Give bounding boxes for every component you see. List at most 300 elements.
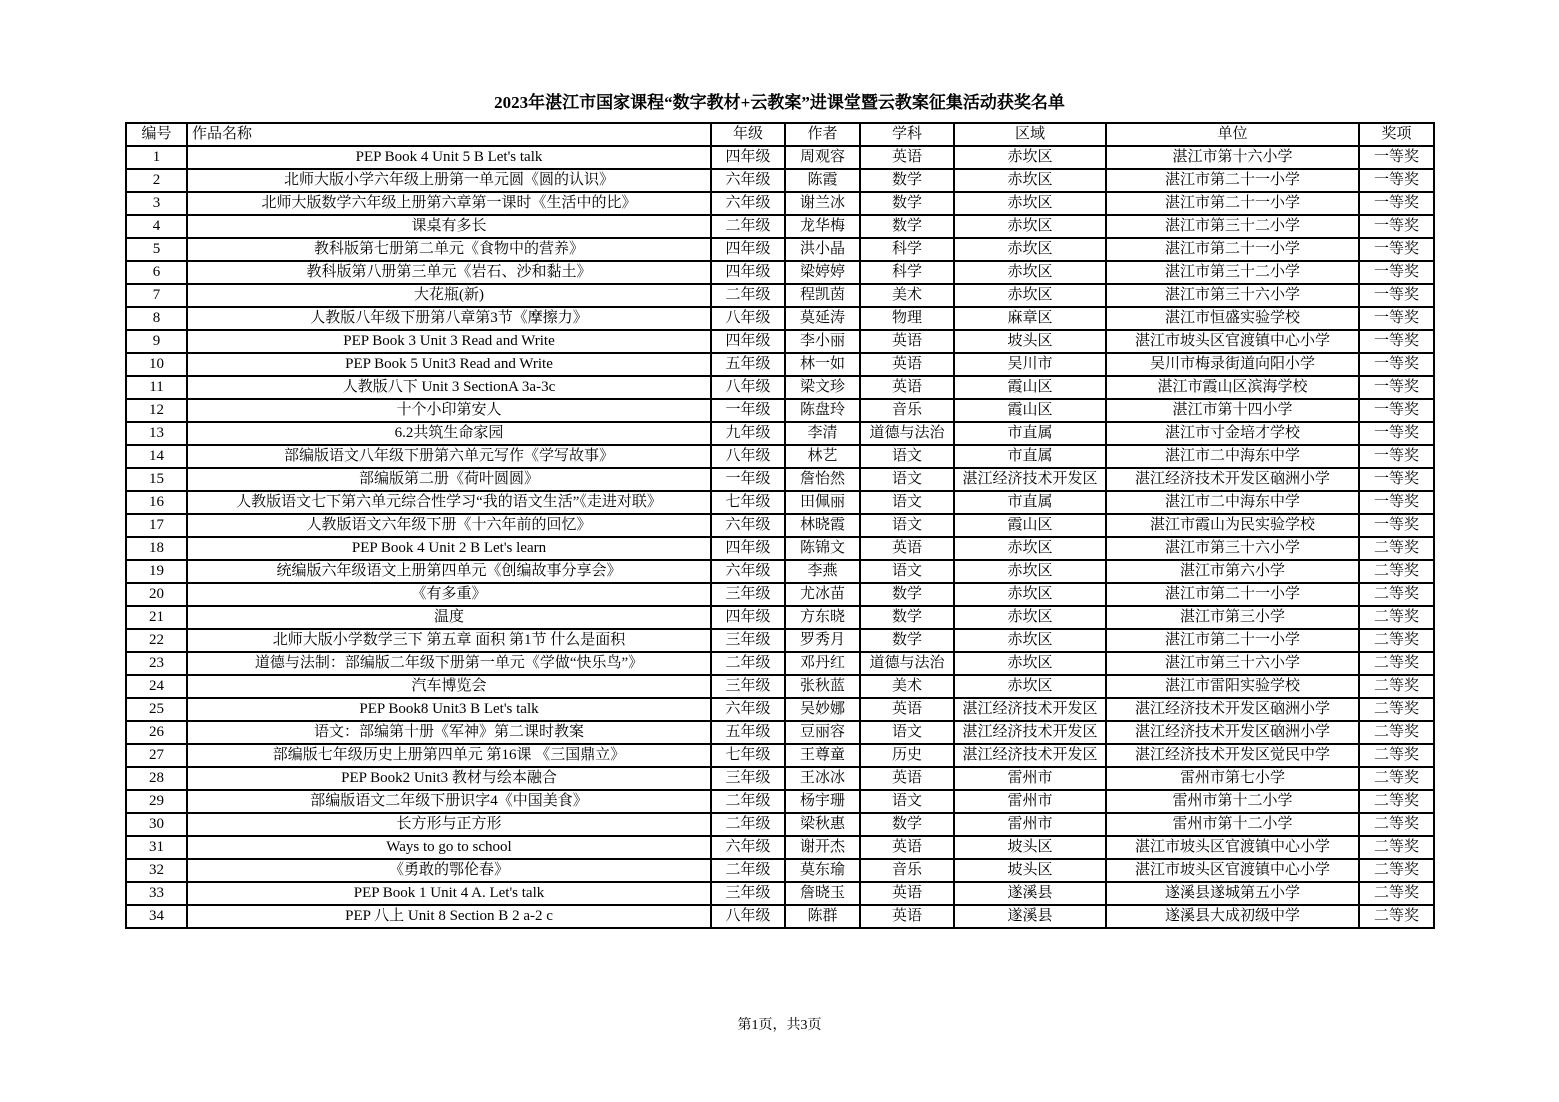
cell-work-name: 温度 <box>187 606 711 629</box>
cell-award: 二等奖 <box>1359 606 1434 629</box>
cell-grade: 四年级 <box>711 537 785 560</box>
cell-grade: 三年级 <box>711 583 785 606</box>
cell-author: 梁秋惠 <box>785 813 860 836</box>
cell-grade: 二年级 <box>711 790 785 813</box>
cell-award: 一等奖 <box>1359 422 1434 445</box>
cell-author: 洪小晶 <box>785 238 860 261</box>
cell-unit: 湛江市坡头区官渡镇中心小学 <box>1106 330 1359 353</box>
cell-id: 19 <box>126 560 187 583</box>
table-row <box>126 767 1434 790</box>
cell-grade: 二年级 <box>711 215 785 238</box>
cell-id: 29 <box>126 790 187 813</box>
cell-id: 30 <box>126 813 187 836</box>
table-row <box>126 215 1434 238</box>
header-author: 作者 <box>785 123 860 146</box>
header-work-name: 作品名称 <box>187 123 711 146</box>
cell-id: 33 <box>126 882 187 905</box>
cell-grade: 四年级 <box>711 146 785 169</box>
cell-subject: 科学 <box>860 261 954 284</box>
cell-grade: 三年级 <box>711 675 785 698</box>
cell-author: 林晓霞 <box>785 514 860 537</box>
table-row <box>126 790 1434 813</box>
cell-region: 坡头区 <box>954 836 1106 859</box>
page-footer: 第1页，共3页 <box>737 1018 822 1033</box>
cell-grade: 四年级 <box>711 606 785 629</box>
cell-id: 20 <box>126 583 187 606</box>
cell-unit: 湛江市第三小学 <box>1106 606 1359 629</box>
cell-grade: 三年级 <box>711 629 785 652</box>
cell-grade: 八年级 <box>711 376 785 399</box>
cell-subject: 英语 <box>860 698 954 721</box>
cell-subject: 数学 <box>860 192 954 215</box>
cell-region: 赤坎区 <box>954 169 1106 192</box>
cell-author: 谢开杰 <box>785 836 860 859</box>
table-row <box>126 836 1434 859</box>
cell-award: 二等奖 <box>1359 698 1434 721</box>
cell-author: 林一如 <box>785 353 860 376</box>
cell-work-name: 人教版语文七下第六单元综合性学习“我的语文生活”《走进对联》 <box>187 491 711 514</box>
cell-author: 陈霞 <box>785 169 860 192</box>
cell-subject: 英语 <box>860 376 954 399</box>
cell-author: 梁文珍 <box>785 376 860 399</box>
table-row <box>126 629 1434 652</box>
cell-author: 陈盘玲 <box>785 399 860 422</box>
cell-subject: 音乐 <box>860 859 954 882</box>
cell-subject: 英语 <box>860 836 954 859</box>
cell-subject: 道德与法治 <box>860 652 954 675</box>
cell-subject: 数学 <box>860 583 954 606</box>
cell-region: 市直属 <box>954 445 1106 468</box>
cell-region: 湛江经济技术开发区 <box>954 721 1106 744</box>
cell-author: 邓丹红 <box>785 652 860 675</box>
cell-id: 12 <box>126 399 187 422</box>
cell-author: 詹晓玉 <box>785 882 860 905</box>
cell-award: 二等奖 <box>1359 675 1434 698</box>
cell-unit: 湛江市坡头区官渡镇中心小学 <box>1106 836 1359 859</box>
cell-id: 18 <box>126 537 187 560</box>
cell-unit: 湛江市第三十二小学 <box>1106 261 1359 284</box>
cell-subject: 英语 <box>860 882 954 905</box>
cell-region: 赤坎区 <box>954 560 1106 583</box>
cell-work-name: 汽车博览会 <box>187 675 711 698</box>
cell-work-name: Ways to go to school <box>187 836 711 859</box>
table-row <box>126 675 1434 698</box>
cell-subject: 物理 <box>860 307 954 330</box>
cell-grade: 六年级 <box>711 560 785 583</box>
cell-award: 一等奖 <box>1359 491 1434 514</box>
cell-grade: 六年级 <box>711 192 785 215</box>
cell-id: 9 <box>126 330 187 353</box>
cell-unit: 湛江市霞山为民实验学校 <box>1106 514 1359 537</box>
cell-award: 一等奖 <box>1359 192 1434 215</box>
cell-grade: 四年级 <box>711 238 785 261</box>
cell-work-name: 人教版八年级下册第八章第3节《摩擦力》 <box>187 307 711 330</box>
table-row <box>126 698 1434 721</box>
cell-work-name: 部编版语文八年级下册第六单元写作《学写故事》 <box>187 445 711 468</box>
header-region: 区域 <box>954 123 1106 146</box>
cell-id: 1 <box>126 146 187 169</box>
cell-region: 赤坎区 <box>954 192 1106 215</box>
cell-grade: 二年级 <box>711 284 785 307</box>
cell-work-name: 语文：部编第十册《军神》第二课时教案 <box>187 721 711 744</box>
header-grade: 年级 <box>711 123 785 146</box>
table-row <box>126 261 1434 284</box>
cell-region: 赤坎区 <box>954 215 1106 238</box>
cell-award: 二等奖 <box>1359 859 1434 882</box>
cell-award: 二等奖 <box>1359 583 1434 606</box>
cell-id: 7 <box>126 284 187 307</box>
cell-id: 28 <box>126 767 187 790</box>
cell-unit: 湛江市第二十一小学 <box>1106 583 1359 606</box>
table-row <box>126 192 1434 215</box>
table-row <box>126 445 1434 468</box>
cell-unit: 湛江市寸金培才学校 <box>1106 422 1359 445</box>
table-row <box>126 468 1434 491</box>
cell-work-name: 北师大版小学六年级上册第一单元圆《圆的认识》 <box>187 169 711 192</box>
cell-award: 二等奖 <box>1359 721 1434 744</box>
table-row <box>126 491 1434 514</box>
cell-award: 二等奖 <box>1359 836 1434 859</box>
table-row <box>126 238 1434 261</box>
cell-region: 赤坎区 <box>954 238 1106 261</box>
cell-subject: 美术 <box>860 284 954 307</box>
table-row <box>126 813 1434 836</box>
cell-award: 一等奖 <box>1359 146 1434 169</box>
cell-subject: 历史 <box>860 744 954 767</box>
cell-subject: 英语 <box>860 146 954 169</box>
cell-region: 赤坎区 <box>954 284 1106 307</box>
cell-work-name: PEP Book2 Unit3 教材与绘本融合 <box>187 767 711 790</box>
cell-region: 霞山区 <box>954 399 1106 422</box>
cell-region: 雷州市 <box>954 790 1106 813</box>
cell-region: 赤坎区 <box>954 606 1106 629</box>
cell-author: 李燕 <box>785 560 860 583</box>
cell-subject: 语文 <box>860 560 954 583</box>
cell-region: 湛江经济技术开发区 <box>954 698 1106 721</box>
cell-author: 莫东瑜 <box>785 859 860 882</box>
cell-subject: 数学 <box>860 629 954 652</box>
cell-unit: 湛江市第三十六小学 <box>1106 537 1359 560</box>
cell-id: 8 <box>126 307 187 330</box>
cell-unit: 湛江市第六小学 <box>1106 560 1359 583</box>
table-row <box>126 422 1434 445</box>
cell-subject: 英语 <box>860 353 954 376</box>
cell-grade: 四年级 <box>711 261 785 284</box>
cell-author: 王冰冰 <box>785 767 860 790</box>
cell-grade: 三年级 <box>711 882 785 905</box>
table-row <box>126 537 1434 560</box>
cell-region: 遂溪县 <box>954 882 1106 905</box>
table-row <box>126 882 1434 905</box>
cell-award: 二等奖 <box>1359 652 1434 675</box>
table-row <box>126 514 1434 537</box>
cell-unit: 湛江市恒盛实验学校 <box>1106 307 1359 330</box>
cell-work-name: 道德与法制：部编版二年级下册第一单元《学做“快乐鸟”》 <box>187 652 711 675</box>
header-subject: 学科 <box>860 123 954 146</box>
cell-subject: 英语 <box>860 905 954 928</box>
cell-author: 莫延涛 <box>785 307 860 330</box>
cell-unit: 湛江经济技术开发区硇洲小学 <box>1106 468 1359 491</box>
cell-id: 34 <box>126 905 187 928</box>
cell-subject: 英语 <box>860 767 954 790</box>
cell-unit: 湛江市第三十六小学 <box>1106 284 1359 307</box>
cell-award: 一等奖 <box>1359 307 1434 330</box>
cell-grade: 七年级 <box>711 744 785 767</box>
cell-subject: 数学 <box>860 169 954 192</box>
cell-unit: 湛江市二中海东中学 <box>1106 491 1359 514</box>
table-row <box>126 353 1434 376</box>
cell-unit: 雷州市第七小学 <box>1106 767 1359 790</box>
cell-subject: 道德与法治 <box>860 422 954 445</box>
cell-unit: 湛江经济技术开发区硇洲小学 <box>1106 698 1359 721</box>
cell-grade: 六年级 <box>711 169 785 192</box>
cell-grade: 七年级 <box>711 491 785 514</box>
cell-subject: 数学 <box>860 215 954 238</box>
cell-award: 一等奖 <box>1359 330 1434 353</box>
cell-region: 市直属 <box>954 491 1106 514</box>
cell-grade: 八年级 <box>711 445 785 468</box>
table-row <box>126 606 1434 629</box>
table-row <box>126 560 1434 583</box>
cell-subject: 美术 <box>860 675 954 698</box>
cell-work-name: 大花瓶(新) <box>187 284 711 307</box>
cell-author: 龙华梅 <box>785 215 860 238</box>
cell-author: 王尊童 <box>785 744 860 767</box>
cell-grade: 六年级 <box>711 514 785 537</box>
cell-region: 雷州市 <box>954 767 1106 790</box>
cell-region: 霞山区 <box>954 376 1106 399</box>
cell-id: 4 <box>126 215 187 238</box>
cell-work-name: 部编版语文二年级下册识字4《中国美食》 <box>187 790 711 813</box>
cell-id: 27 <box>126 744 187 767</box>
cell-unit: 雷州市第十二小学 <box>1106 813 1359 836</box>
cell-author: 罗秀月 <box>785 629 860 652</box>
cell-region: 麻章区 <box>954 307 1106 330</box>
cell-subject: 音乐 <box>860 399 954 422</box>
cell-award: 一等奖 <box>1359 261 1434 284</box>
cell-region: 赤坎区 <box>954 146 1106 169</box>
cell-award: 二等奖 <box>1359 813 1434 836</box>
cell-unit: 湛江市坡头区官渡镇中心小学 <box>1106 859 1359 882</box>
cell-work-name: PEP Book 5 Unit3 Read and Write <box>187 353 711 376</box>
cell-subject: 英语 <box>860 330 954 353</box>
cell-grade: 八年级 <box>711 905 785 928</box>
cell-unit: 湛江市雷阳实验学校 <box>1106 675 1359 698</box>
cell-award: 二等奖 <box>1359 537 1434 560</box>
cell-unit: 湛江市二中海东中学 <box>1106 445 1359 468</box>
cell-work-name: 教科版第八册第三单元《岩石、沙和黏土》 <box>187 261 711 284</box>
table-row <box>126 307 1434 330</box>
cell-grade: 六年级 <box>711 836 785 859</box>
cell-subject: 科学 <box>860 238 954 261</box>
cell-award: 一等奖 <box>1359 399 1434 422</box>
cell-id: 23 <box>126 652 187 675</box>
cell-unit: 吴川市梅录街道向阳小学 <box>1106 353 1359 376</box>
cell-unit: 湛江经济技术开发区硇洲小学 <box>1106 721 1359 744</box>
cell-region: 遂溪县 <box>954 905 1106 928</box>
cell-region: 赤坎区 <box>954 629 1106 652</box>
header-unit: 单位 <box>1106 123 1359 146</box>
cell-subject: 语文 <box>860 445 954 468</box>
cell-grade: 九年级 <box>711 422 785 445</box>
cell-award: 二等奖 <box>1359 767 1434 790</box>
cell-award: 一等奖 <box>1359 353 1434 376</box>
cell-award: 一等奖 <box>1359 284 1434 307</box>
cell-author: 詹怡然 <box>785 468 860 491</box>
cell-author: 李清 <box>785 422 860 445</box>
table-row <box>126 330 1434 353</box>
cell-unit: 雷州市第十二小学 <box>1106 790 1359 813</box>
cell-id: 13 <box>126 422 187 445</box>
cell-region: 湛江经济技术开发区 <box>954 744 1106 767</box>
cell-unit: 湛江市第十六小学 <box>1106 146 1359 169</box>
cell-work-name: 《有多重》 <box>187 583 711 606</box>
table-row <box>126 721 1434 744</box>
cell-subject: 数学 <box>860 606 954 629</box>
cell-award: 一等奖 <box>1359 445 1434 468</box>
cell-work-name: PEP Book 3 Unit 3 Read and Write <box>187 330 711 353</box>
cell-id: 32 <box>126 859 187 882</box>
cell-region: 赤坎区 <box>954 537 1106 560</box>
cell-id: 15 <box>126 468 187 491</box>
cell-award: 二等奖 <box>1359 905 1434 928</box>
cell-work-name: 课桌有多长 <box>187 215 711 238</box>
table-header-row <box>126 123 1434 146</box>
cell-award: 二等奖 <box>1359 882 1434 905</box>
cell-id: 14 <box>126 445 187 468</box>
cell-author: 张秋蓝 <box>785 675 860 698</box>
cell-grade: 二年级 <box>711 652 785 675</box>
cell-work-name: 统编版六年级语文上册第四单元《创编故事分享会》 <box>187 560 711 583</box>
cell-region: 赤坎区 <box>954 583 1106 606</box>
cell-award: 二等奖 <box>1359 629 1434 652</box>
table-row <box>126 399 1434 422</box>
cell-work-name: 教科版第七册第二单元《食物中的营养》 <box>187 238 711 261</box>
table-row <box>126 146 1434 169</box>
cell-unit: 湛江市第二十一小学 <box>1106 238 1359 261</box>
award-table <box>125 122 1435 929</box>
table-row <box>126 905 1434 928</box>
cell-grade: 四年级 <box>711 330 785 353</box>
cell-work-name: 部编版七年级历史上册第四单元 第16课 《三国鼎立》 <box>187 744 711 767</box>
cell-grade: 六年级 <box>711 698 785 721</box>
cell-work-name: PEP Book 1 Unit 4 A. Let's talk <box>187 882 711 905</box>
cell-id: 26 <box>126 721 187 744</box>
cell-id: 5 <box>126 238 187 261</box>
cell-work-name: 北师大版小学数学三下 第五章 面积 第1节 什么是面积 <box>187 629 711 652</box>
cell-award: 一等奖 <box>1359 376 1434 399</box>
cell-work-name: 北师大版数学六年级上册第六章第一课时《生活中的比》 <box>187 192 711 215</box>
cell-grade: 一年级 <box>711 468 785 491</box>
cell-award: 一等奖 <box>1359 514 1434 537</box>
cell-id: 3 <box>126 192 187 215</box>
cell-grade: 二年级 <box>711 859 785 882</box>
cell-subject: 语文 <box>860 468 954 491</box>
cell-author: 周观容 <box>785 146 860 169</box>
cell-work-name: 长方形与正方形 <box>187 813 711 836</box>
cell-grade: 五年级 <box>711 721 785 744</box>
cell-author: 林艺 <box>785 445 860 468</box>
cell-work-name: 人教版语文六年级下册《十六年前的回忆》 <box>187 514 711 537</box>
cell-id: 10 <box>126 353 187 376</box>
cell-region: 雷州市 <box>954 813 1106 836</box>
cell-author: 豆丽容 <box>785 721 860 744</box>
cell-award: 二等奖 <box>1359 744 1434 767</box>
cell-work-name: PEP 八上 Unit 8 Section B 2 a-2 c <box>187 905 711 928</box>
cell-author: 谢兰冰 <box>785 192 860 215</box>
cell-subject: 语文 <box>860 491 954 514</box>
cell-subject: 数学 <box>860 813 954 836</box>
cell-work-name: 《勇敢的鄂伦春》 <box>187 859 711 882</box>
cell-region: 市直属 <box>954 422 1106 445</box>
cell-author: 梁婷婷 <box>785 261 860 284</box>
cell-id: 21 <box>126 606 187 629</box>
cell-author: 杨宇珊 <box>785 790 860 813</box>
cell-id: 31 <box>126 836 187 859</box>
cell-unit: 湛江市第二十一小学 <box>1106 192 1359 215</box>
cell-author: 尤冰苗 <box>785 583 860 606</box>
cell-unit: 湛江市第三十二小学 <box>1106 215 1359 238</box>
cell-author: 方东晓 <box>785 606 860 629</box>
cell-id: 16 <box>126 491 187 514</box>
cell-award: 一等奖 <box>1359 468 1434 491</box>
cell-id: 11 <box>126 376 187 399</box>
cell-subject: 语文 <box>860 790 954 813</box>
cell-work-name: 部编版第二册《荷叶圆圆》 <box>187 468 711 491</box>
header-id: 编号 <box>126 123 187 146</box>
cell-author: 陈锦文 <box>785 537 860 560</box>
table-row <box>126 169 1434 192</box>
cell-work-name: 6.2共筑生命家园 <box>187 422 711 445</box>
cell-grade: 五年级 <box>711 353 785 376</box>
cell-award: 二等奖 <box>1359 790 1434 813</box>
cell-unit: 遂溪县遂城第五小学 <box>1106 882 1359 905</box>
cell-id: 17 <box>126 514 187 537</box>
table-row <box>126 583 1434 606</box>
cell-region: 赤坎区 <box>954 652 1106 675</box>
cell-id: 2 <box>126 169 187 192</box>
cell-region: 湛江经济技术开发区 <box>954 468 1106 491</box>
cell-unit: 湛江经济技术开发区觉民中学 <box>1106 744 1359 767</box>
cell-author: 田佩丽 <box>785 491 860 514</box>
cell-work-name: PEP Book 4 Unit 2 B Let's learn <box>187 537 711 560</box>
cell-subject: 英语 <box>860 537 954 560</box>
cell-grade: 一年级 <box>711 399 785 422</box>
cell-region: 赤坎区 <box>954 675 1106 698</box>
table-row <box>126 652 1434 675</box>
cell-subject: 语文 <box>860 721 954 744</box>
cell-award: 一等奖 <box>1359 169 1434 192</box>
cell-region: 坡头区 <box>954 859 1106 882</box>
table-row <box>126 744 1434 767</box>
cell-work-name: PEP Book 4 Unit 5 B Let's talk <box>187 146 711 169</box>
cell-author: 李小丽 <box>785 330 860 353</box>
header-award: 奖项 <box>1359 123 1434 146</box>
cell-id: 24 <box>126 675 187 698</box>
table-row <box>126 859 1434 882</box>
cell-work-name: PEP Book8 Unit3 B Let's talk <box>187 698 711 721</box>
cell-grade: 三年级 <box>711 767 785 790</box>
cell-region: 赤坎区 <box>954 261 1106 284</box>
cell-unit: 湛江市第二十一小学 <box>1106 629 1359 652</box>
table-row <box>126 284 1434 307</box>
cell-region: 吴川市 <box>954 353 1106 376</box>
cell-work-name: 人教版八下 Unit 3 SectionA 3a-3c <box>187 376 711 399</box>
document-title: 2023年湛江市国家课程“数字教材+云教案”进课堂暨云教案征集活动获奖名单 <box>494 93 1065 112</box>
cell-grade: 二年级 <box>711 813 785 836</box>
cell-id: 25 <box>126 698 187 721</box>
cell-region: 坡头区 <box>954 330 1106 353</box>
